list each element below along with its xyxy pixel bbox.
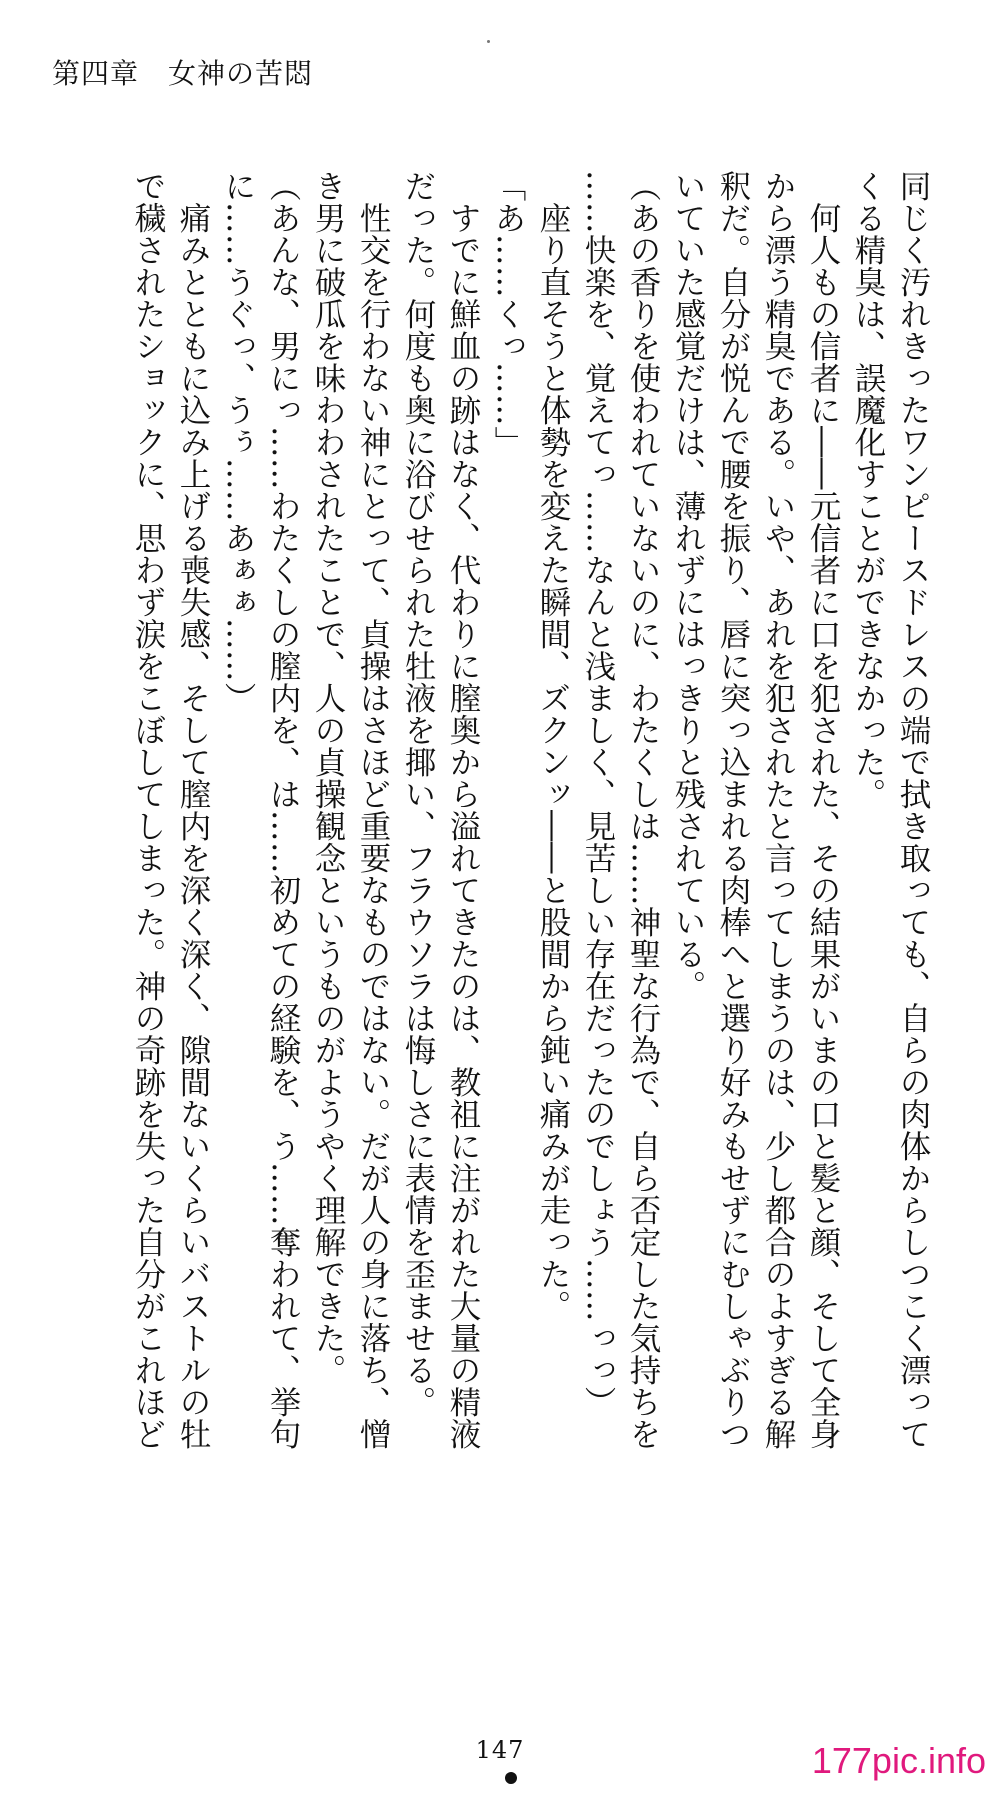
text-line: いていた感覚だけは、薄れずにはっきりと残されている。 <box>670 170 706 1002</box>
page-dot-mark <box>505 1772 517 1784</box>
text-line: に……うぐっ、うぅ……あぁぁ……） <box>220 170 256 714</box>
text-line: ……快楽を、覚えてっ……なんと浅ましく、見苦しい存在だったのでしょう……っっ） <box>580 170 616 1418</box>
text-line: 座り直そうと体勢を変えた瞬間、ズクンッ――と股間から鈍い痛みが走った。 <box>535 170 571 1322</box>
text-line: 性交を行わない神にとって、貞操はさほど重要なものではない。だが人の身に落ち、憎 <box>355 170 391 1450</box>
text-line: （あの香りを使われていないのに、わたくしは……神聖な行為で、自ら否定した気持ちを <box>625 170 661 1450</box>
text-line: 釈だ。自分が悦んで腰を振り、唇に突っ込まれる肉棒へと選り好みもせずにむしゃぶりつ <box>715 170 751 1450</box>
text-line: から漂う精臭である。いや、あれを犯されたと言ってしまうのは、少し都合のよすぎる解 <box>760 170 796 1450</box>
watermark: 177pic.info <box>811 1740 986 1781</box>
text-line: 痛みとともに込み上げる喪失感、そして膣内を深く深く、隙間ないくらいバストルの牡 <box>175 170 211 1450</box>
text-line: 同じく汚れきったワンピースドレスの端で拭き取っても、自らの肉体からしつこく漂って <box>895 170 931 1450</box>
text-line: すでに鮮血の跡はなく、代わりに膣奥から溢れてきたのは、教祖に注がれた大量の精液 <box>445 170 481 1450</box>
text-line: くる精臭は、誤魔化すことができなかった。 <box>850 170 886 810</box>
text-line: （あんな、男にっ……わたくしの膣内を、は……初めての経験を、う……奪われて、挙句 <box>265 170 301 1450</box>
text-line: 何人もの信者に――元信者に口を犯された、その結果がいまの口と髪と顔、そして全身 <box>805 170 841 1450</box>
vertical-body-text <box>55 170 935 1530</box>
page-number: 147 <box>475 1736 525 1764</box>
chapter-title: 第四章 女神の苦悶 <box>52 57 314 90</box>
text-line: だった。何度も奥に浴びせられた牡液を揶い、フラウソラは悔しさに表情を歪ませる。 <box>400 170 436 1418</box>
top-center-mark <box>487 40 490 43</box>
text-line: 「あ……くっ……」 <box>490 170 526 458</box>
text-line: で穢されたショックに、思わず涙をこぼしてしまった。神の奇跡を失った自分がこれほど <box>130 170 166 1450</box>
text-line: き男に破瓜を味わわされたことで、人の貞操観念というものがようやく理解できた。 <box>310 170 346 1386</box>
